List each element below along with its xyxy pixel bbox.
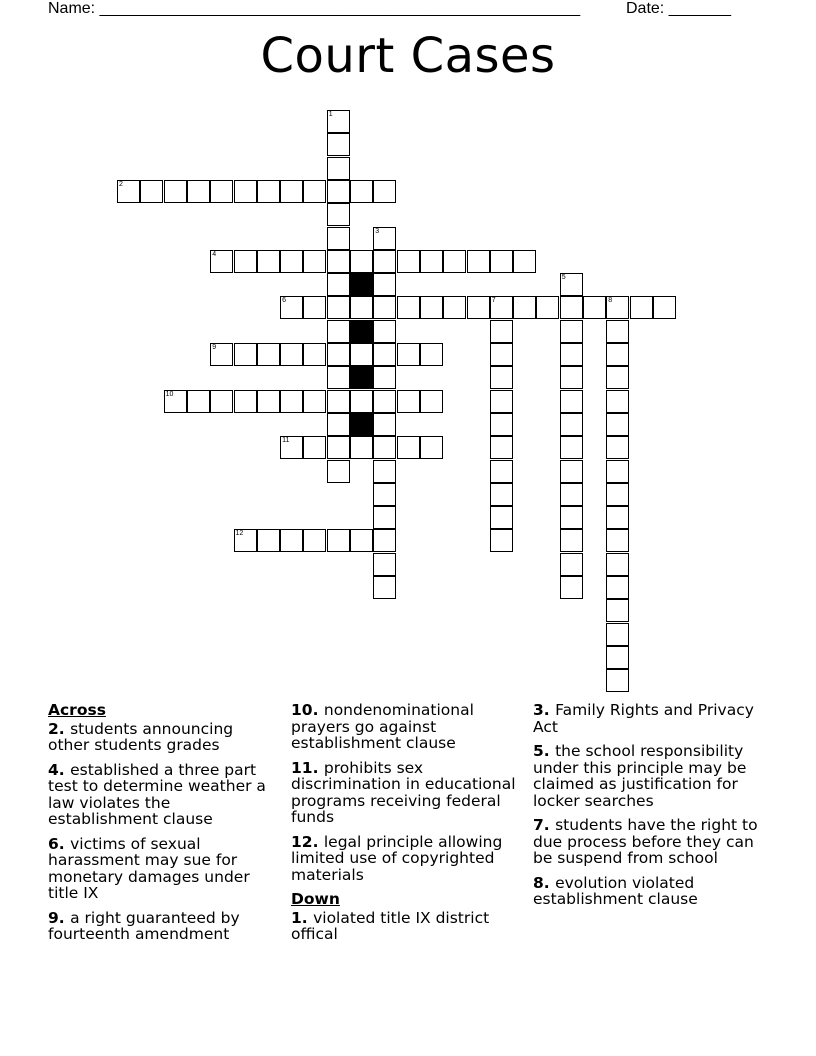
grid-cell[interactable] [303, 250, 326, 273]
grid-cell[interactable] [327, 157, 350, 180]
grid-cell[interactable] [280, 180, 303, 203]
grid-cell[interactable] [350, 436, 373, 459]
clue-text: established a three part test to determine weather a law violates the establishment clause [48, 760, 266, 828]
grid-cell[interactable] [443, 250, 466, 273]
cell-number: 5 [561, 274, 566, 282]
grid-cell[interactable] [210, 250, 233, 273]
clue-across-11: 11. prohibits sex discrimination in educational programs receiving federal funds [291, 758, 516, 826]
clue-across-10: 10. nondenominational prayers go against establishment clause [291, 701, 474, 752]
date-field-label: Date: _______ [626, 0, 731, 17]
grid-cell[interactable] [350, 296, 373, 319]
grid-cell[interactable] [560, 529, 583, 552]
clue-text: nondenominational prayers go against establishment clause [291, 701, 474, 752]
grid-cell[interactable] [373, 460, 396, 483]
grid-cell[interactable] [234, 390, 257, 413]
grid-cell[interactable] [327, 436, 350, 459]
grid-cell[interactable] [560, 483, 583, 506]
grid-cell[interactable] [350, 180, 373, 203]
grid-cell[interactable] [490, 390, 513, 413]
cell-number: 2 [119, 180, 123, 188]
grid-cell[interactable] [630, 296, 653, 319]
clue-number: 5 [533, 742, 544, 760]
grid-cell[interactable] [373, 529, 396, 552]
grid-cell[interactable] [560, 320, 583, 343]
grid-cell[interactable] [327, 390, 350, 413]
grid-cell[interactable] [490, 320, 513, 343]
grid-cell[interactable] [560, 506, 583, 529]
name-field-label: Name: ______________________________________________________ [48, 0, 581, 17]
grid-cell[interactable] [560, 436, 583, 459]
grid-cell[interactable] [560, 273, 583, 296]
grid-cell[interactable] [164, 390, 187, 413]
grid-cell[interactable] [606, 483, 629, 506]
grid-cell[interactable] [303, 529, 326, 552]
grid-cell[interactable] [280, 343, 303, 366]
grid-cell[interactable] [560, 553, 583, 576]
grid-cell[interactable] [420, 436, 443, 459]
grid-cell[interactable] [373, 250, 396, 273]
cell-number: 1 [328, 111, 333, 118]
grid-cell[interactable] [606, 436, 629, 459]
clue-number: 1 [291, 908, 302, 927]
clues-column-3 [533, 702, 773, 916]
grid-cell[interactable] [164, 180, 187, 203]
grid-cell[interactable] [606, 646, 629, 669]
grid-cell[interactable] [187, 180, 210, 203]
grid-cell[interactable] [490, 413, 513, 436]
grid-cell[interactable] [373, 576, 396, 599]
clue-text: students announcing other students grades [48, 719, 234, 754]
clue-down-1: 1. violated title IX district offical [291, 908, 490, 943]
grid-cell[interactable] [327, 133, 350, 156]
clue-down-8: 8. evolution violated establishment clause [533, 873, 698, 908]
grid-cell[interactable] [257, 250, 280, 273]
cell-number: 7 [491, 297, 496, 305]
grid-cell[interactable] [560, 366, 583, 389]
grid-cell-blocked [350, 320, 373, 343]
grid-cell[interactable] [350, 250, 373, 273]
clue-down-7: 7. students have the right to due process before they can be suspend from school [533, 816, 758, 867]
grid-cell[interactable] [397, 436, 420, 459]
grid-cell[interactable] [373, 413, 396, 436]
clue-number: 11 [291, 758, 313, 777]
grid-cell[interactable] [303, 390, 326, 413]
grid-cell[interactable] [490, 436, 513, 459]
clue-text: prohibits sex discrimination in educational programs receiving federal funds [291, 758, 516, 826]
grid-cell[interactable] [420, 390, 443, 413]
clue-number: 9 [48, 908, 59, 927]
grid-cell[interactable] [327, 413, 350, 436]
grid-cell[interactable] [373, 320, 396, 343]
grid-cell[interactable] [606, 413, 629, 436]
grid-cell-blocked [350, 413, 373, 436]
clue-number: 4 [48, 760, 59, 779]
clue-text: the school responsibility under this principle may be claimed as justification for locker searches [533, 742, 747, 810]
grid-cell[interactable] [467, 250, 490, 273]
clue-number: 3 [533, 701, 544, 719]
clue-text: students have the right to due process before they can be suspend from school [533, 816, 758, 867]
grid-cell[interactable] [606, 553, 629, 576]
grid-cell[interactable] [373, 343, 396, 366]
grid-cell[interactable] [606, 460, 629, 483]
grid-cell[interactable] [327, 460, 350, 483]
across-heading: Across [48, 701, 106, 719]
grid-cell[interactable] [490, 250, 513, 273]
grid-cell[interactable] [397, 296, 420, 319]
clue-number: 6 [48, 834, 59, 853]
cell-number: 10 [165, 390, 174, 398]
grid-cell[interactable] [327, 343, 350, 366]
grid-cell[interactable] [373, 483, 396, 506]
cell-number: 12 [235, 530, 244, 538]
cell-number: 11 [282, 437, 290, 445]
grid-cell[interactable] [467, 296, 490, 319]
grid-cell[interactable] [373, 227, 396, 250]
clue-down-5: 5. the school responsibility under this principle may be claimed as justification for locker searches [533, 742, 747, 810]
clue-across-4: 4. established a three part test to determine weather a law violates the establishment clause [48, 760, 266, 828]
page-title: Court Cases [260, 28, 556, 84]
clue-text: violated title IX district offical [291, 908, 490, 943]
grid-cell[interactable] [373, 180, 396, 203]
grid-cell[interactable] [606, 296, 629, 319]
clue-across-6: 6. victims of sexual harassment may sue for monetary damages under title IX [48, 834, 250, 902]
down-heading: Down [291, 890, 340, 908]
grid-cell[interactable] [420, 250, 443, 273]
grid-cell[interactable] [443, 296, 466, 319]
grid-cell[interactable] [420, 296, 443, 319]
grid-cell[interactable] [210, 390, 233, 413]
grid-cell[interactable] [234, 529, 257, 552]
grid-cell[interactable] [303, 343, 326, 366]
grid-cell[interactable] [560, 413, 583, 436]
grid-cell[interactable] [397, 390, 420, 413]
grid-cell[interactable] [327, 180, 350, 203]
grid-cell[interactable] [303, 180, 326, 203]
grid-cell[interactable] [327, 296, 350, 319]
clue-across-9: 9. a right guaranteed by fourteenth amendment [48, 908, 240, 943]
clue-across-12: 12. legal principle allowing limited use of copyrighted materials [291, 832, 503, 884]
grid-cell[interactable] [303, 436, 326, 459]
cell-number: 4 [212, 250, 217, 258]
grid-cell[interactable] [257, 390, 280, 413]
grid-cell[interactable] [606, 623, 629, 646]
grid-cell[interactable] [373, 553, 396, 576]
clue-text: legal principle allowing limited use of copyrighted materials [291, 832, 503, 884]
grid-cell[interactable] [490, 343, 513, 366]
grid-cell[interactable] [560, 460, 583, 483]
grid-cell[interactable] [373, 390, 396, 413]
grid-cell[interactable] [420, 343, 443, 366]
grid-cell[interactable] [280, 529, 303, 552]
clue-number: 10 [291, 701, 313, 719]
grid-cell[interactable] [606, 366, 629, 389]
grid-cell[interactable] [560, 390, 583, 413]
cell-number: 8 [608, 297, 613, 305]
grid-cell[interactable] [373, 366, 396, 389]
grid-cell[interactable] [257, 343, 280, 366]
grid-cell[interactable] [560, 576, 583, 599]
grid-cell[interactable] [140, 180, 163, 203]
grid-cell[interactable] [606, 343, 629, 366]
grid-cell[interactable] [606, 390, 629, 413]
grid-cell[interactable] [280, 250, 303, 273]
grid-cell[interactable] [280, 390, 303, 413]
cell-number: 9 [212, 344, 217, 351]
clue-number: 2 [48, 719, 59, 738]
grid-cell[interactable] [210, 180, 233, 203]
clue-text: Family Rights and Privacy Act [533, 701, 754, 736]
grid-cell[interactable] [513, 296, 536, 319]
grid-cell[interactable] [606, 506, 629, 529]
grid-cell[interactable] [490, 366, 513, 389]
grid-cell[interactable] [280, 296, 303, 319]
grid-cell[interactable] [373, 273, 396, 296]
grid-cell[interactable] [373, 506, 396, 529]
clue-text: victims of sexual harassment may sue for monetary damages under title IX [48, 834, 250, 902]
grid-cell[interactable] [350, 529, 373, 552]
grid-cell[interactable] [210, 343, 233, 366]
grid-cell[interactable] [397, 250, 420, 273]
clue-text: a right guaranteed by fourteenth amendment [48, 908, 240, 943]
grid-cell[interactable] [327, 273, 350, 296]
grid-cell[interactable] [397, 343, 420, 366]
grid-cell[interactable] [653, 296, 676, 319]
grid-cell-blocked [350, 273, 373, 296]
grid-cell[interactable] [234, 250, 257, 273]
grid-cell[interactable] [490, 506, 513, 529]
grid-cell[interactable] [327, 110, 350, 133]
clue-across-2: 2. students announcing other students grades [48, 719, 234, 754]
grid-cell[interactable] [234, 180, 257, 203]
grid-cell[interactable] [373, 296, 396, 319]
grid-cell[interactable] [187, 390, 210, 413]
grid-cell[interactable] [257, 529, 280, 552]
grid-cell[interactable] [327, 529, 350, 552]
cell-number: 3 [375, 227, 380, 235]
grid-cell[interactable] [234, 343, 257, 366]
grid-cell[interactable] [513, 250, 536, 273]
grid-cell[interactable] [490, 483, 513, 506]
grid-cell-blocked [350, 366, 373, 389]
grid-cell[interactable] [606, 576, 629, 599]
grid-cell[interactable] [327, 250, 350, 273]
grid-cell[interactable] [327, 227, 350, 250]
grid-cell[interactable] [490, 296, 513, 319]
grid-cell[interactable] [583, 296, 606, 319]
grid-cell[interactable] [373, 436, 396, 459]
grid-cell[interactable] [350, 390, 373, 413]
clue-number: 8 [533, 873, 544, 892]
grid-cell[interactable] [327, 203, 350, 226]
clue-text: evolution violated establishment clause [533, 873, 698, 908]
grid-cell[interactable] [606, 320, 629, 343]
grid-cell[interactable] [560, 296, 583, 319]
grid-cell[interactable] [327, 320, 350, 343]
clues-column-2 [291, 702, 523, 951]
grid-cell[interactable] [257, 180, 280, 203]
clue-number: 12 [291, 832, 313, 851]
clue-number: 7 [533, 816, 544, 834]
grid-cell[interactable] [303, 296, 326, 319]
grid-cell[interactable] [606, 669, 629, 692]
grid-cell[interactable] [606, 529, 629, 552]
clue-down-3: 3. Family Rights and Privacy Act [533, 701, 754, 736]
grid-cell[interactable] [560, 343, 583, 366]
grid-cell[interactable] [280, 436, 303, 459]
grid-cell[interactable] [327, 366, 350, 389]
grid-cell[interactable] [490, 529, 513, 552]
cell-number: 6 [282, 297, 286, 305]
grid-cell[interactable] [350, 343, 373, 366]
grid-cell[interactable] [606, 599, 629, 622]
grid-cell[interactable] [117, 180, 140, 203]
grid-cell[interactable] [490, 460, 513, 483]
clues-column-1 [48, 702, 270, 951]
grid-cell[interactable] [536, 296, 559, 319]
